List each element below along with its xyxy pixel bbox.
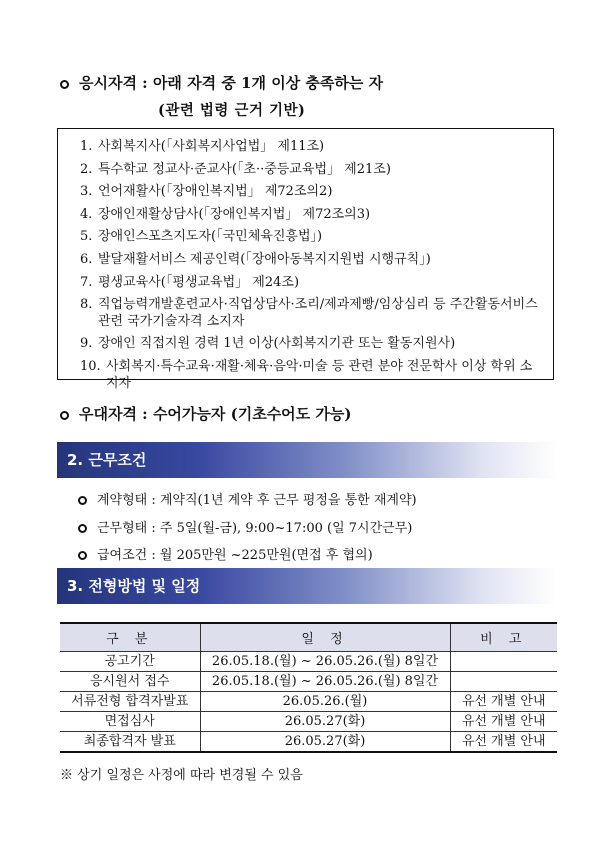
table-cell [450, 672, 557, 692]
table-row [60, 712, 557, 732]
preferred-qualification: 우대자격 : 수어가능자 (기초수어도 가능) [60, 403, 351, 424]
table-row [60, 692, 557, 712]
table-cell: 면접심사 [60, 712, 200, 732]
table-cell: 서류전형 합격자발표 [60, 692, 200, 712]
section-header-work-conditions: 2. 근무조건 [57, 442, 557, 478]
qualification-heading: 응시자격 : 아래 자격 중 1개 이상 충족하는 자 [60, 72, 383, 94]
table-cell: 유선 개별 안내 [450, 692, 557, 712]
qualification-item-6: 6. 발달재활서비스 제공인력(「장애아동복지지원법 시행규칙」) [80, 251, 431, 267]
table-cell: 유선 개별 안내 [450, 712, 557, 732]
work-condition-item: 근무형태 : 주 5일(월-금), 9:00~17:00 (일 7시간근무) [78, 515, 417, 543]
work-conditions-list [78, 487, 417, 570]
table-row [60, 732, 557, 753]
table-cell: 26.05.27(화) [200, 732, 450, 753]
qualification-item-8: 8. 직업능력개발훈련교사·직업상담사·조리/제과제빵/임상심리 등 주간활동서비스 관련 국가기술자격 소지자 [80, 297, 538, 330]
schedule-note: ※ 상기 일정은 사정에 따라 변경될 수 있음 [60, 768, 303, 783]
table-row [60, 652, 557, 672]
table-cell: 26.05.27(화) [200, 712, 450, 732]
column-header: 일 정 [200, 623, 450, 652]
circle-bullet-icon [78, 496, 87, 505]
qualification-subheading: (관련 법령 근거 기반) [158, 102, 306, 119]
table-cell: 공고기간 [60, 652, 200, 672]
qualification-item-10: 10. 사회복지·특수교육·재활·체육·음악·미술 등 관련 분야 전문학사 이상 학위 소지자 [80, 358, 533, 391]
column-header: 비 고 [450, 623, 557, 652]
qualification-list-box [57, 128, 554, 391]
table-cell: 최종합격자 발표 [60, 732, 200, 753]
qualification-item-2: 2. 특수학교 정교사·준교사(「초··중등교육법」 제21조) [80, 161, 391, 177]
qualification-item-7: 7. 평생교육사(「평생교육법」 제24조) [80, 274, 300, 290]
qualification-item-3: 3. 언어재활사(「장애인복지법」 제72조의2) [80, 184, 333, 200]
work-condition-item: 급여조건 : 월 205만원 ~225만원(면접 후 협의) [78, 542, 417, 570]
schedule-table [60, 622, 557, 753]
work-condition-item: 계약형태 : 계약직(1년 계약 후 근무 평정을 통한 재계약) [78, 487, 417, 515]
qualification-item-5: 5. 장애인스포츠지도자(「국민체육진흥법」) [80, 229, 323, 245]
qualification-item-4: 4. 장애인재활상담사(「장애인복지법」 제72조의3) [80, 206, 371, 222]
qualification-item-1: 1. 사회복지사(「사회복지사업법」 제11조) [80, 139, 325, 154]
table-cell: 26.05.18.(월) ~ 26.05.26.(월) 8일간 [200, 672, 450, 692]
table-cell: 26.05.18.(월) ~ 26.05.26.(월) 8일간 [200, 652, 450, 672]
table-cell: 응시원서 접수 [60, 672, 200, 692]
table-row [60, 672, 557, 692]
circle-bullet-icon [60, 411, 69, 420]
table-cell [450, 652, 557, 672]
table-cell: 26.05.26.(월) [200, 692, 450, 712]
circle-bullet-icon [60, 80, 69, 89]
circle-bullet-icon [78, 551, 87, 560]
qualification-item-9: 9. 장애인 직접지원 경력 1년 이상(사회복지기관 또는 활동지원사) [80, 336, 456, 352]
table-header-row [60, 623, 557, 652]
circle-bullet-icon [78, 524, 87, 533]
table-cell: 유선 개별 안내 [450, 732, 557, 753]
column-header: 구 분 [60, 623, 200, 652]
section-header-selection-schedule: 3. 전형방법 및 일정 [57, 568, 557, 604]
